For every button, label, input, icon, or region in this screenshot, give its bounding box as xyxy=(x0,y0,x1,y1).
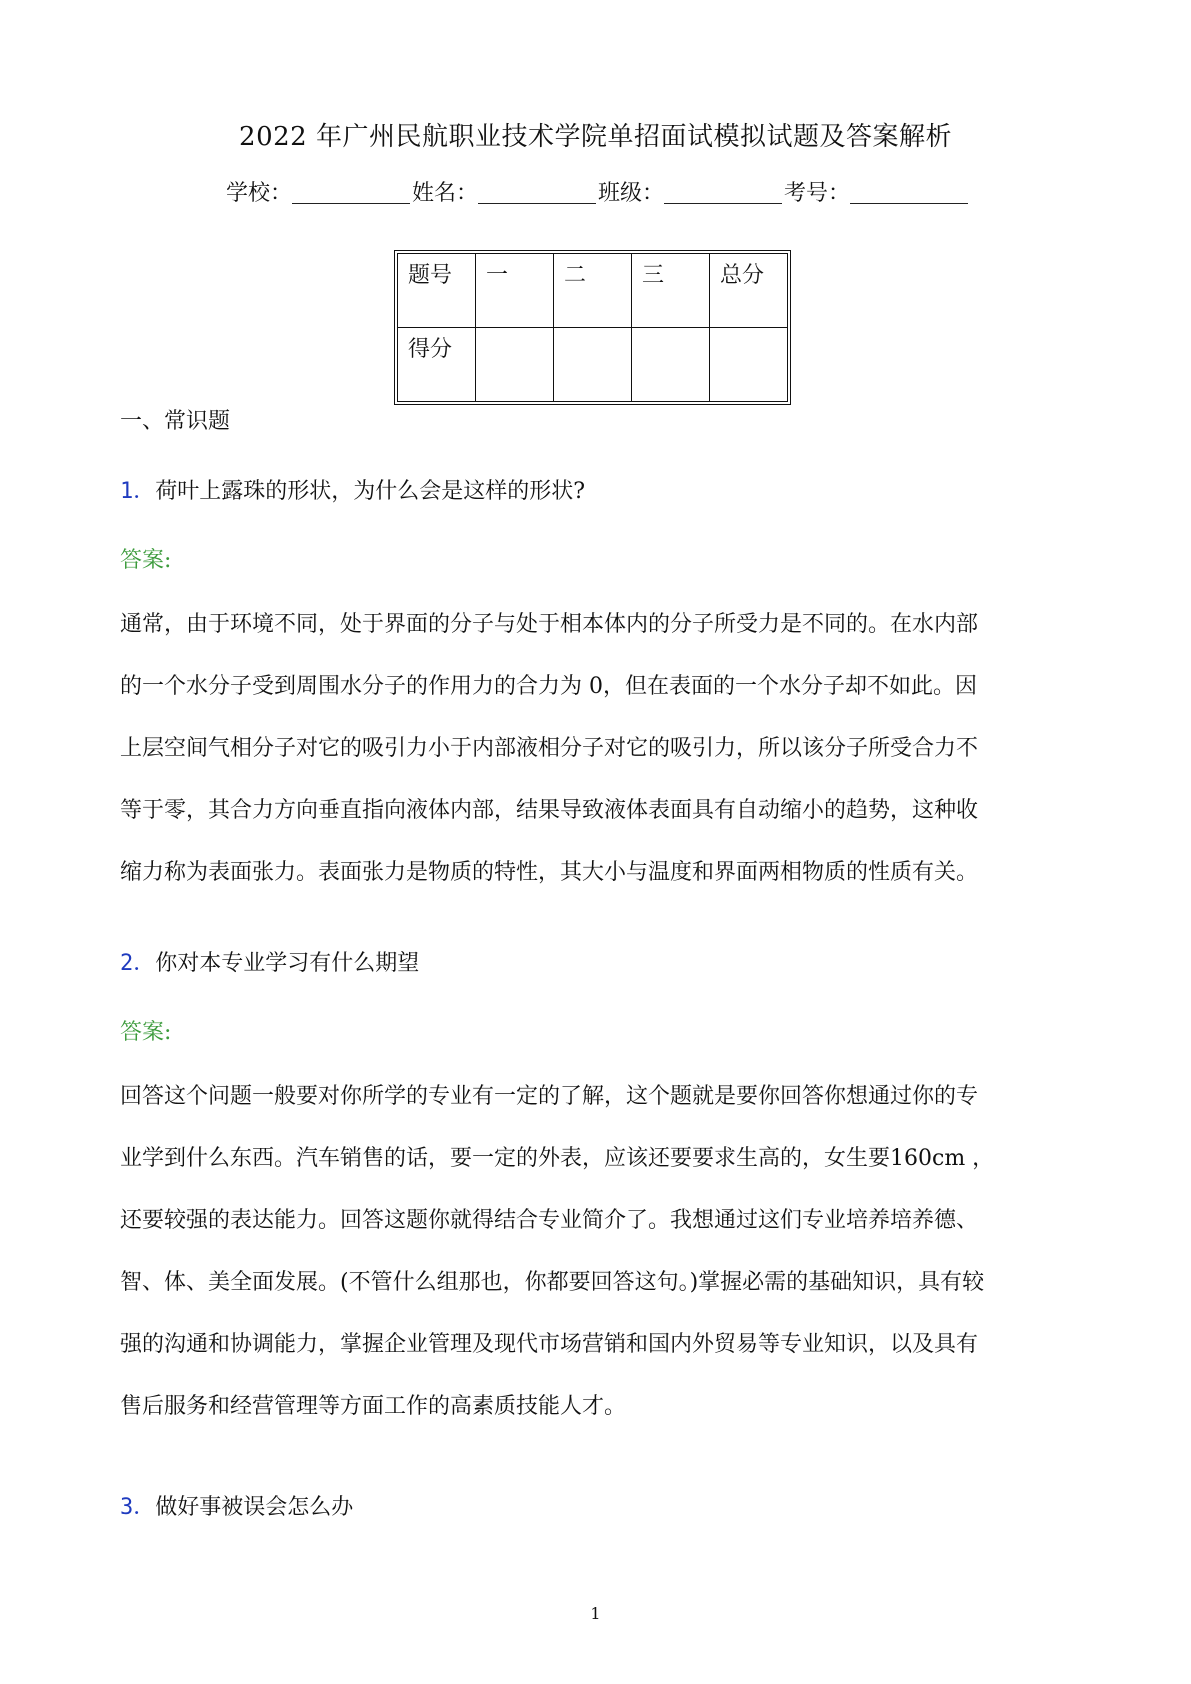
answer-line: 等于零，其合力方向垂直指向液体内部，结果导致液体表面具有自动缩小的趋势，这种收 xyxy=(120,798,979,823)
question-1 xyxy=(120,474,585,505)
school-blank xyxy=(292,181,410,204)
answer-line: 的一个水分子受到周围水分子的作用力的合力为 0，但在表面的一个水分子却不如此。因 xyxy=(120,674,977,699)
answer-line: 上层空间气相分子对它的吸引力小于内部液相分子对它的吸引力，所以该分子所受合力不 xyxy=(120,736,979,761)
name-blank xyxy=(478,181,596,204)
exam-number-blank xyxy=(850,181,968,204)
answer-line: 回答这个问题一般要对你所学的专业有一定的了解，这个题就是要你回答你想通过你的专 xyxy=(120,1084,979,1109)
score-table-header-row xyxy=(398,254,788,328)
answer-line: 业学到什么东西。汽车销售的话，要一定的外表，应该还要要求生高的，女生要160cm ， xyxy=(120,1146,995,1171)
question-number: 2． xyxy=(120,951,156,976)
question-2 xyxy=(120,946,419,977)
page-number: 1 xyxy=(590,1604,601,1623)
score-table-header-cell: 总分 xyxy=(710,254,788,328)
score-table-header-cell: 二 xyxy=(554,254,632,328)
student-info-fields xyxy=(226,176,970,207)
answer-paragraph xyxy=(120,1066,1076,1438)
question-text: 你对本专业学习有什么期望 xyxy=(155,951,420,976)
school-label: 学校： xyxy=(226,181,293,206)
score-table-header-cell: 一 xyxy=(476,254,554,328)
name-label: 姓名： xyxy=(412,181,479,206)
question-text: 荷叶上露珠的形状，为什么会是这样的形状? xyxy=(155,479,586,504)
question-number: 1． xyxy=(120,479,156,504)
question-text: 做好事被误会怎么办 xyxy=(155,1495,354,1520)
answer-line: 还要较强的表达能力。回答这题你就得结合专业简介了。我想通过这们专业培养培养德、 xyxy=(120,1208,979,1233)
question-3 xyxy=(120,1490,353,1521)
score-cell xyxy=(632,328,710,402)
answer-label: 答案: xyxy=(120,1020,172,1045)
exam-number-label: 考号： xyxy=(784,181,851,206)
score-cell xyxy=(554,328,632,402)
answer-line: 强的沟通和协调能力，掌握企业管理及现代市场营销和国内外贸易等专业知识，以及具有 xyxy=(120,1332,979,1357)
score-cell xyxy=(710,328,788,402)
class-label: 班级： xyxy=(598,181,665,206)
answer-paragraph xyxy=(120,594,1076,904)
answer-line: 售后服务和经营管理等方面工作的高素质技能人才。 xyxy=(120,1394,627,1419)
score-table-header-cell: 题号 xyxy=(398,254,476,328)
class-blank xyxy=(664,181,782,204)
score-table-header-cell: 三 xyxy=(632,254,710,328)
answer-label: 答案: xyxy=(120,548,172,573)
score-table xyxy=(397,253,788,402)
answer-line: 通常，由于环境不同，处于界面的分子与处于相本体内的分子所受力是不同的。在水内部 xyxy=(120,612,979,637)
score-table-row-label: 得分 xyxy=(398,328,476,402)
question-number: 3． xyxy=(120,1495,156,1520)
document-title: 2022 年广州民航职业技术学院单招面试模拟试题及答案解析 xyxy=(239,122,952,152)
section-title: 一、常识题 xyxy=(120,409,231,434)
score-cell xyxy=(476,328,554,402)
answer-line: 智、体、美全面发展。(不管什么组那也，你都要回答这句。)掌握必需的基础知识，具有较 xyxy=(120,1270,985,1295)
score-table-score-row xyxy=(398,328,788,402)
answer-line: 缩力称为表面张力。表面张力是物质的特性，其大小与温度和界面两相物质的性质有关。 xyxy=(120,860,979,885)
